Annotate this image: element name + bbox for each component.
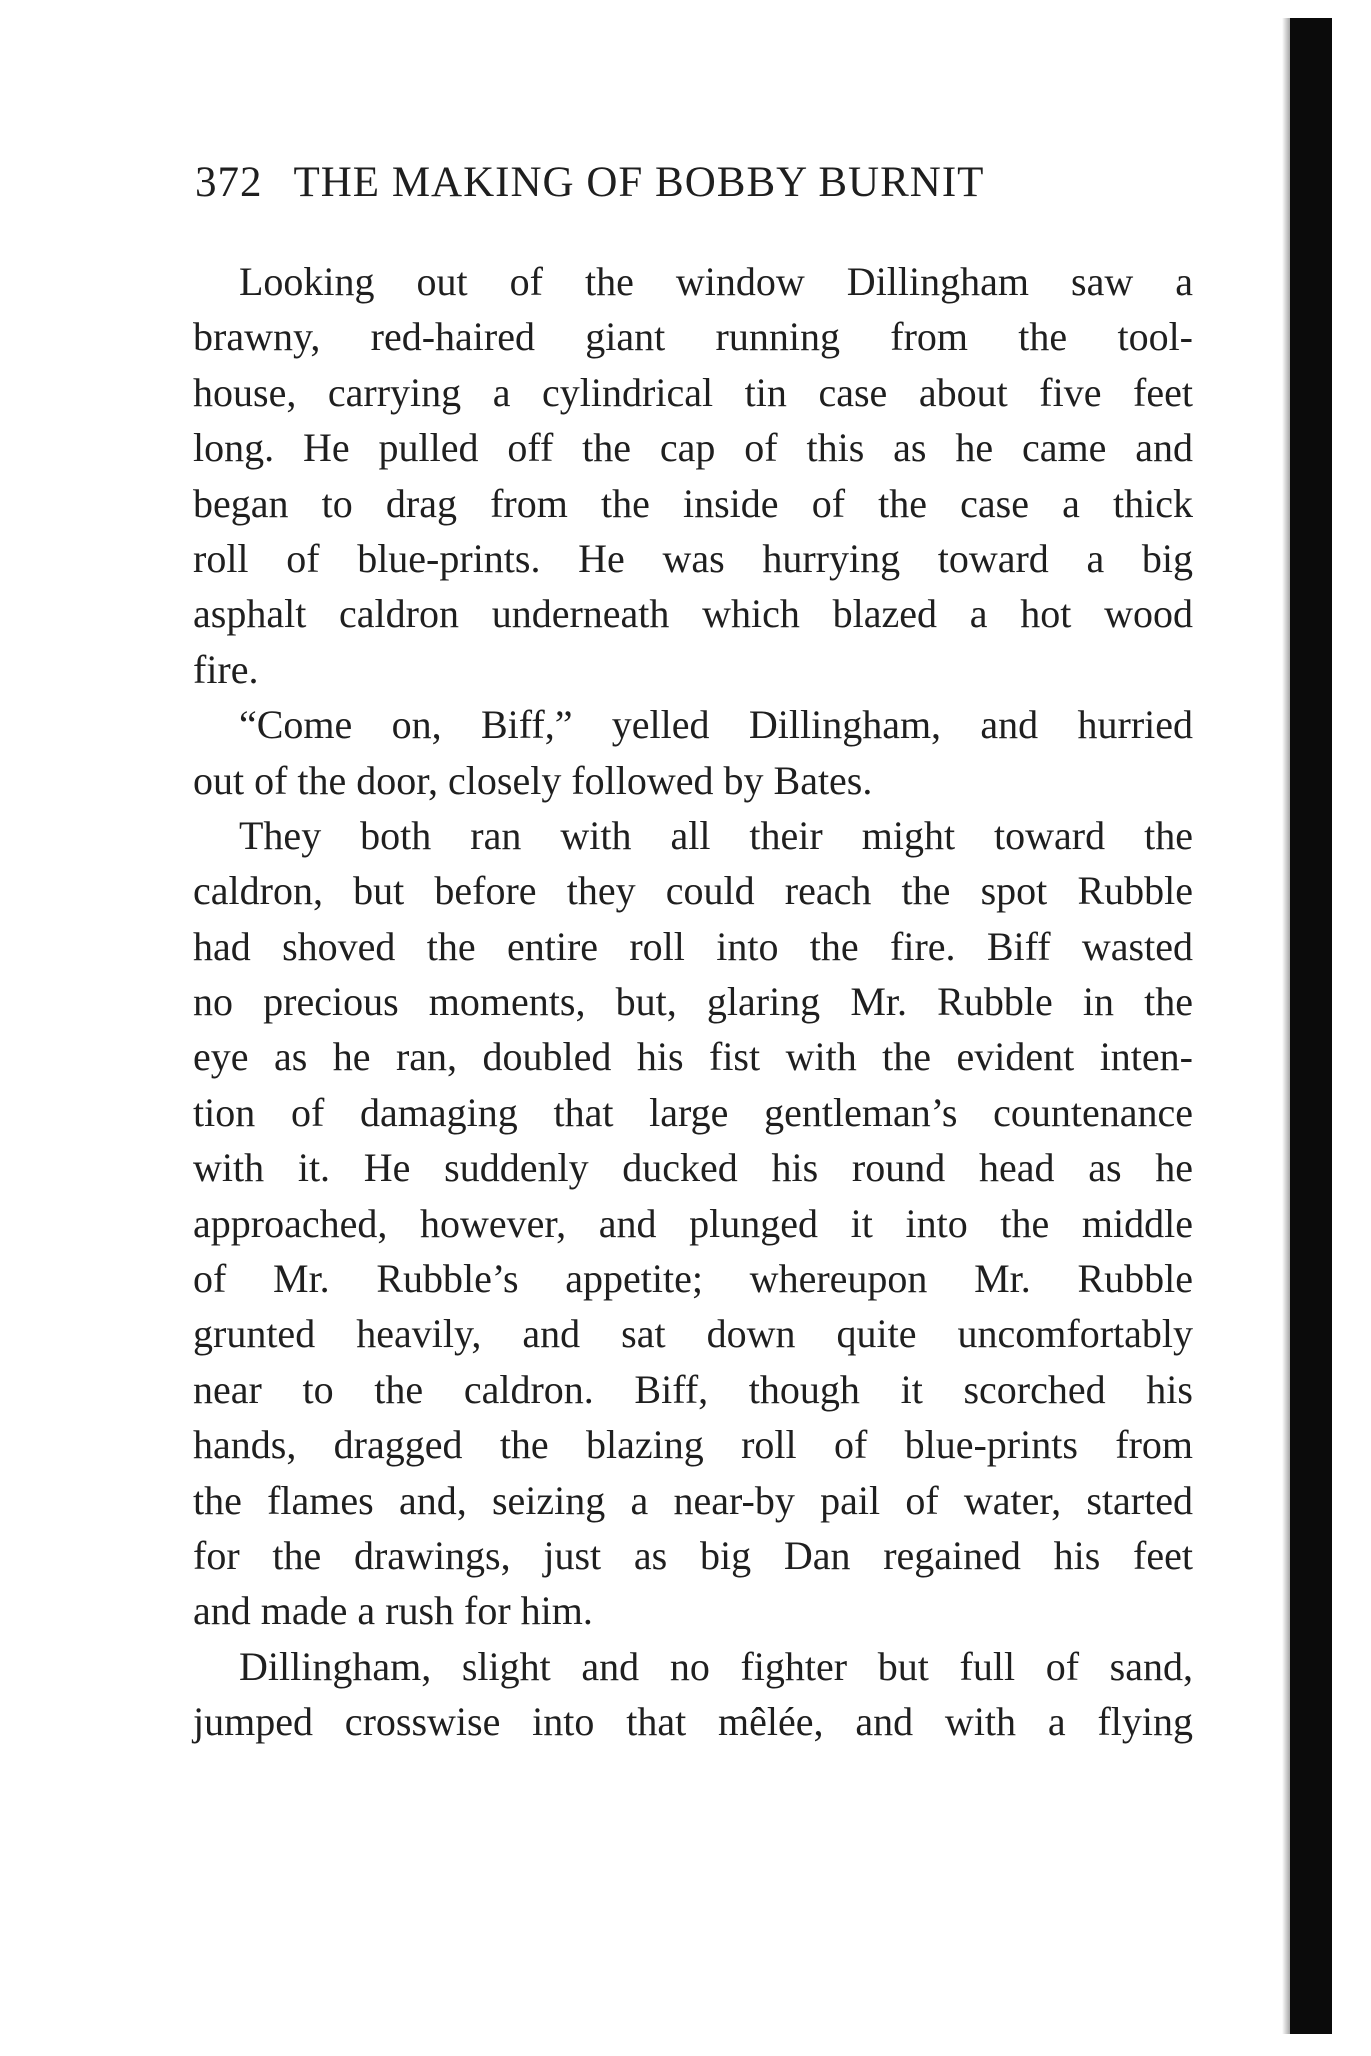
text-line: eye as he ran, doubled his fist with the evident inten- (193, 1034, 1193, 1080)
text-line: for the drawings, just as big Dan regained his feet (193, 1532, 1193, 1578)
text-line: “Come on, Biff,” yelled Dillingham, and hurried (239, 702, 1193, 748)
binding-shadow (1282, 18, 1290, 2034)
text-line: the flames and, seizing a near-by pail of water, started (193, 1477, 1193, 1523)
running-title: THE MAKING OF BOBBY BURNIT (293, 159, 985, 206)
text-line: approached, however, and plunged it into the middle (193, 1200, 1193, 1246)
text-line: began to drag from the inside of the case a thick (193, 480, 1193, 526)
text-line: tion of damaging that large gentleman’s countenance (193, 1089, 1193, 1135)
text-line: fire. (193, 646, 259, 692)
text-line: with it. He suddenly ducked his round head as he (193, 1145, 1193, 1191)
text-line: grunted heavily, and sat down quite uncomfortably (193, 1311, 1193, 1357)
running-header (195, 158, 984, 207)
text-line: jumped crosswise into that mêlée, and with a flying (193, 1699, 1193, 1745)
page-number: 372 (195, 159, 263, 206)
text-line: Dillingham, slight and no fighter but full of sand, (239, 1643, 1193, 1689)
text-line: of Mr. Rubble’s appetite; whereupon Mr. Rubble (193, 1256, 1193, 1302)
text-line: and made a rush for him. (193, 1588, 593, 1634)
binding-edge (1290, 18, 1332, 2034)
text-line: roll of blue-prints. He was hurrying toward a big (193, 535, 1193, 581)
text-line: They both ran with all their might toward the (239, 812, 1193, 858)
text-line: hands, dragged the blazing roll of blue-prints from (193, 1422, 1193, 1468)
text-line: asphalt caldron underneath which blazed a hot wood (193, 591, 1193, 637)
text-line: had shoved the entire roll into the fire. Biff wasted (193, 923, 1193, 969)
text-line: no precious moments, but, glaring Mr. Rubble in the (193, 979, 1193, 1025)
text-line: near to the caldron. Biff, though it scorched his (193, 1366, 1193, 1412)
text-line: brawny, red-haired giant running from the tool- (193, 314, 1193, 360)
text-line: out of the door, closely followed by Bates. (193, 757, 873, 803)
text-line: house, carrying a cylindrical tin case about five feet (193, 369, 1193, 415)
text-line: Looking out of the window Dillingham saw a (239, 259, 1193, 304)
text-line: long. He pulled off the cap of this as he came and (193, 425, 1193, 471)
text-line: caldron, but before they could reach the spot Rubble (193, 868, 1193, 914)
page-body (193, 254, 1193, 1750)
